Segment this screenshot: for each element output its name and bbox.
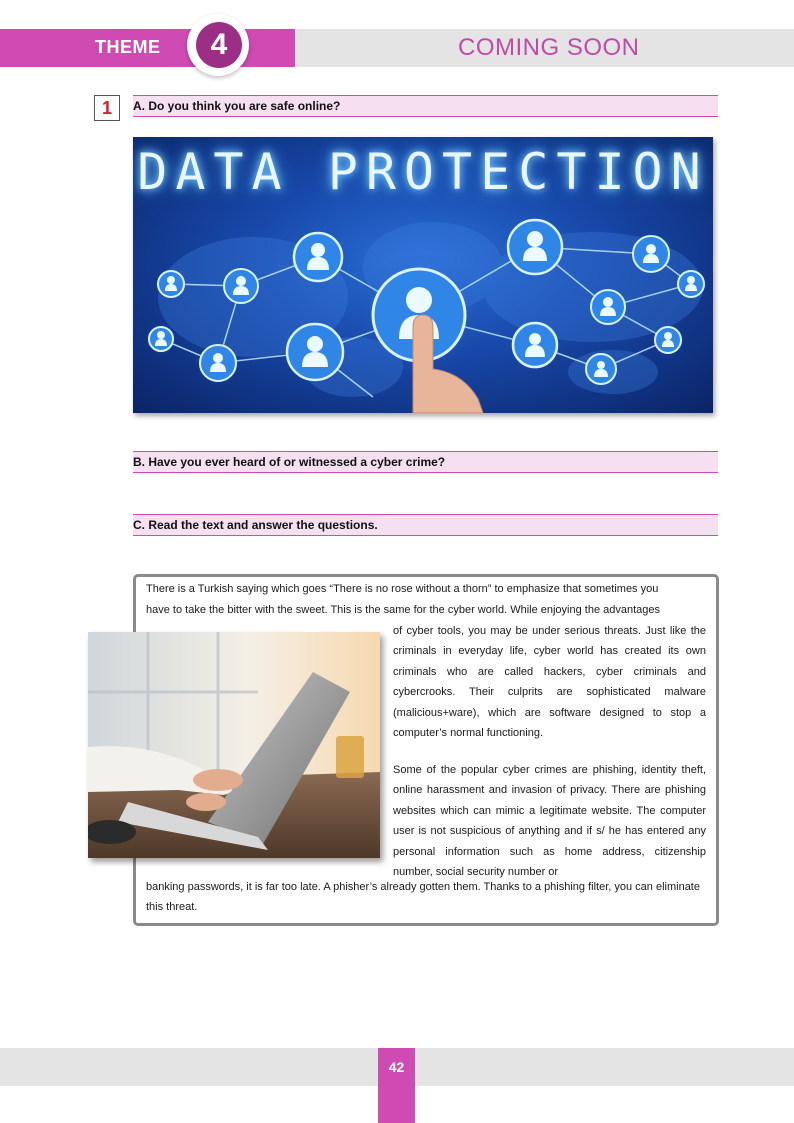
page-title: COMING SOON xyxy=(458,34,640,61)
question-b-bar xyxy=(133,451,718,473)
reading-paragraph-2-end: banking passwords, it is far too late. A phisher’s already gotten them. Thanks to a phishing filter, you can eliminate this threat. xyxy=(146,881,700,914)
question-c-text: C. Read the text and answer the questions. xyxy=(133,518,378,532)
laptop-photo xyxy=(88,632,380,858)
question-c-bar xyxy=(133,514,718,536)
exercise-number: 1 xyxy=(94,95,120,121)
data-protection-image xyxy=(133,137,713,413)
reading-line-2: have to take the bitter with the sweet. This is the same for the cyber world. While enjoying the advantages xyxy=(146,604,661,616)
page-number: 42 xyxy=(388,1059,405,1075)
reading-paragraph-1: of cyber tools, you may be under serious threats. Just like the criminals in everyday life, cyber world has created its own criminals who are called hackers, cyber criminals and cybercrooks. Their culprits are sophisticated malware (malicious+ware), which are software designed to stop a computer’s normal functioning. xyxy=(393,625,706,740)
theme-label: THEME xyxy=(95,37,161,57)
reading-line-1: There is a Turkish saying which goes “There is no rose without a thorn” to emphasize that sometimes you xyxy=(146,583,659,595)
banner-title: DATA PROTECTION xyxy=(137,143,709,201)
reading-paragraph-2: Some of the popular cyber crimes are phishing, identity theft, online harassment and invasion of privacy. There are phishing websites which can mimic a legitimate website. The computer user is not suspicious of anything and if s/ he has entered any personal information such as home address, citizenship number, social security number or xyxy=(393,764,706,879)
question-a-bar xyxy=(133,95,718,117)
theme-number: 4 xyxy=(196,22,242,68)
question-b-text: B. Have you ever heard of or witnessed a cyber crime? xyxy=(133,455,446,469)
question-a-text: A. Do you think you are safe online? xyxy=(133,99,341,113)
